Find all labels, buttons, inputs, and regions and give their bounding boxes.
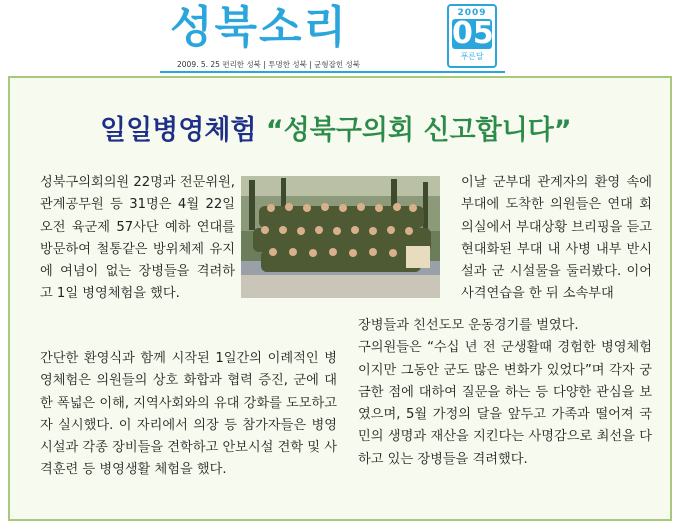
masthead-rule xyxy=(160,71,505,73)
issue-year: 2009 xyxy=(457,8,487,18)
right-paragraph-2: 구의원들은 “수십 년 전 군생활때 경험한 병영체험이지만 그동안 군도 많은 변화가 있었다”며 각자 궁금한 점에 대하여 질문을 하는 등 다양한 관심을 보였으며, 5월 가정의 달을 앞두고 가족과 떨어져 국민의 생명과 재산을 지킨다는 사명감으로 최선을 다하고 있는 장병들을 격려했다. xyxy=(358,340,652,467)
masthead-title: 성북소리 xyxy=(170,2,349,53)
right-paragraph-1-top: 이날 군부대 관계자의 환영 속에 부대에 도착한 의원들은 연대 회의실에서 부대상황 브리핑을 듣고 현대화된 부대 내 사병 내부 반시설과 군 시설물을 둘러봤다. 이어 사격연습을 한 뒤 소속부대 xyxy=(461,175,652,302)
masthead-tagline: 2009. 5. 25 편리한 성북 | 투명한 성북 | 균형잡힌 성북 xyxy=(177,60,360,69)
left-paragraph-1: 성북구의회의원 22명과 전문위원, 관계공무원 등 31명은 4월 22일 오전 육군제 57사단 예하 연대를 방문하여 철통같은 방위체제 유지에 여념이 없는 장병들을 격려하고 1일 병영체험을 했다. xyxy=(40,175,235,302)
photo xyxy=(241,176,440,298)
left-paragraph-2: 간단한 환영식과 함께 시작된 1일간의 이례적인 병영체험은 의원들의 상호 화합과 협력 증진, 군에 대한 폭넓은 이해, 지역사회와의 유대 강화를 도모하고자 실시했다. 이 자리에서 의장 등 참가자들은 병영시설과 각종 장비들을 견학하고 안보시설 견학 및 사격훈련 등 병영생활 체험을 했다. xyxy=(40,351,337,478)
group-photo xyxy=(241,176,440,298)
issue-label: 푸른달 xyxy=(460,52,484,61)
headline-quote: “성북구의회 신고합니다” xyxy=(265,115,572,146)
headline xyxy=(100,108,572,147)
right-column-top xyxy=(461,172,652,306)
right-column-bottom xyxy=(358,315,652,471)
headline-main: 일일병영체험 xyxy=(100,115,257,146)
left-column-top xyxy=(40,172,235,306)
right-paragraph-1-bottom: 장병들과 친선도모 운동경기를 벌였다. xyxy=(358,318,579,333)
left-column-bottom xyxy=(40,348,337,482)
issue-badge xyxy=(447,4,497,68)
issue-month: 05 xyxy=(452,16,494,51)
